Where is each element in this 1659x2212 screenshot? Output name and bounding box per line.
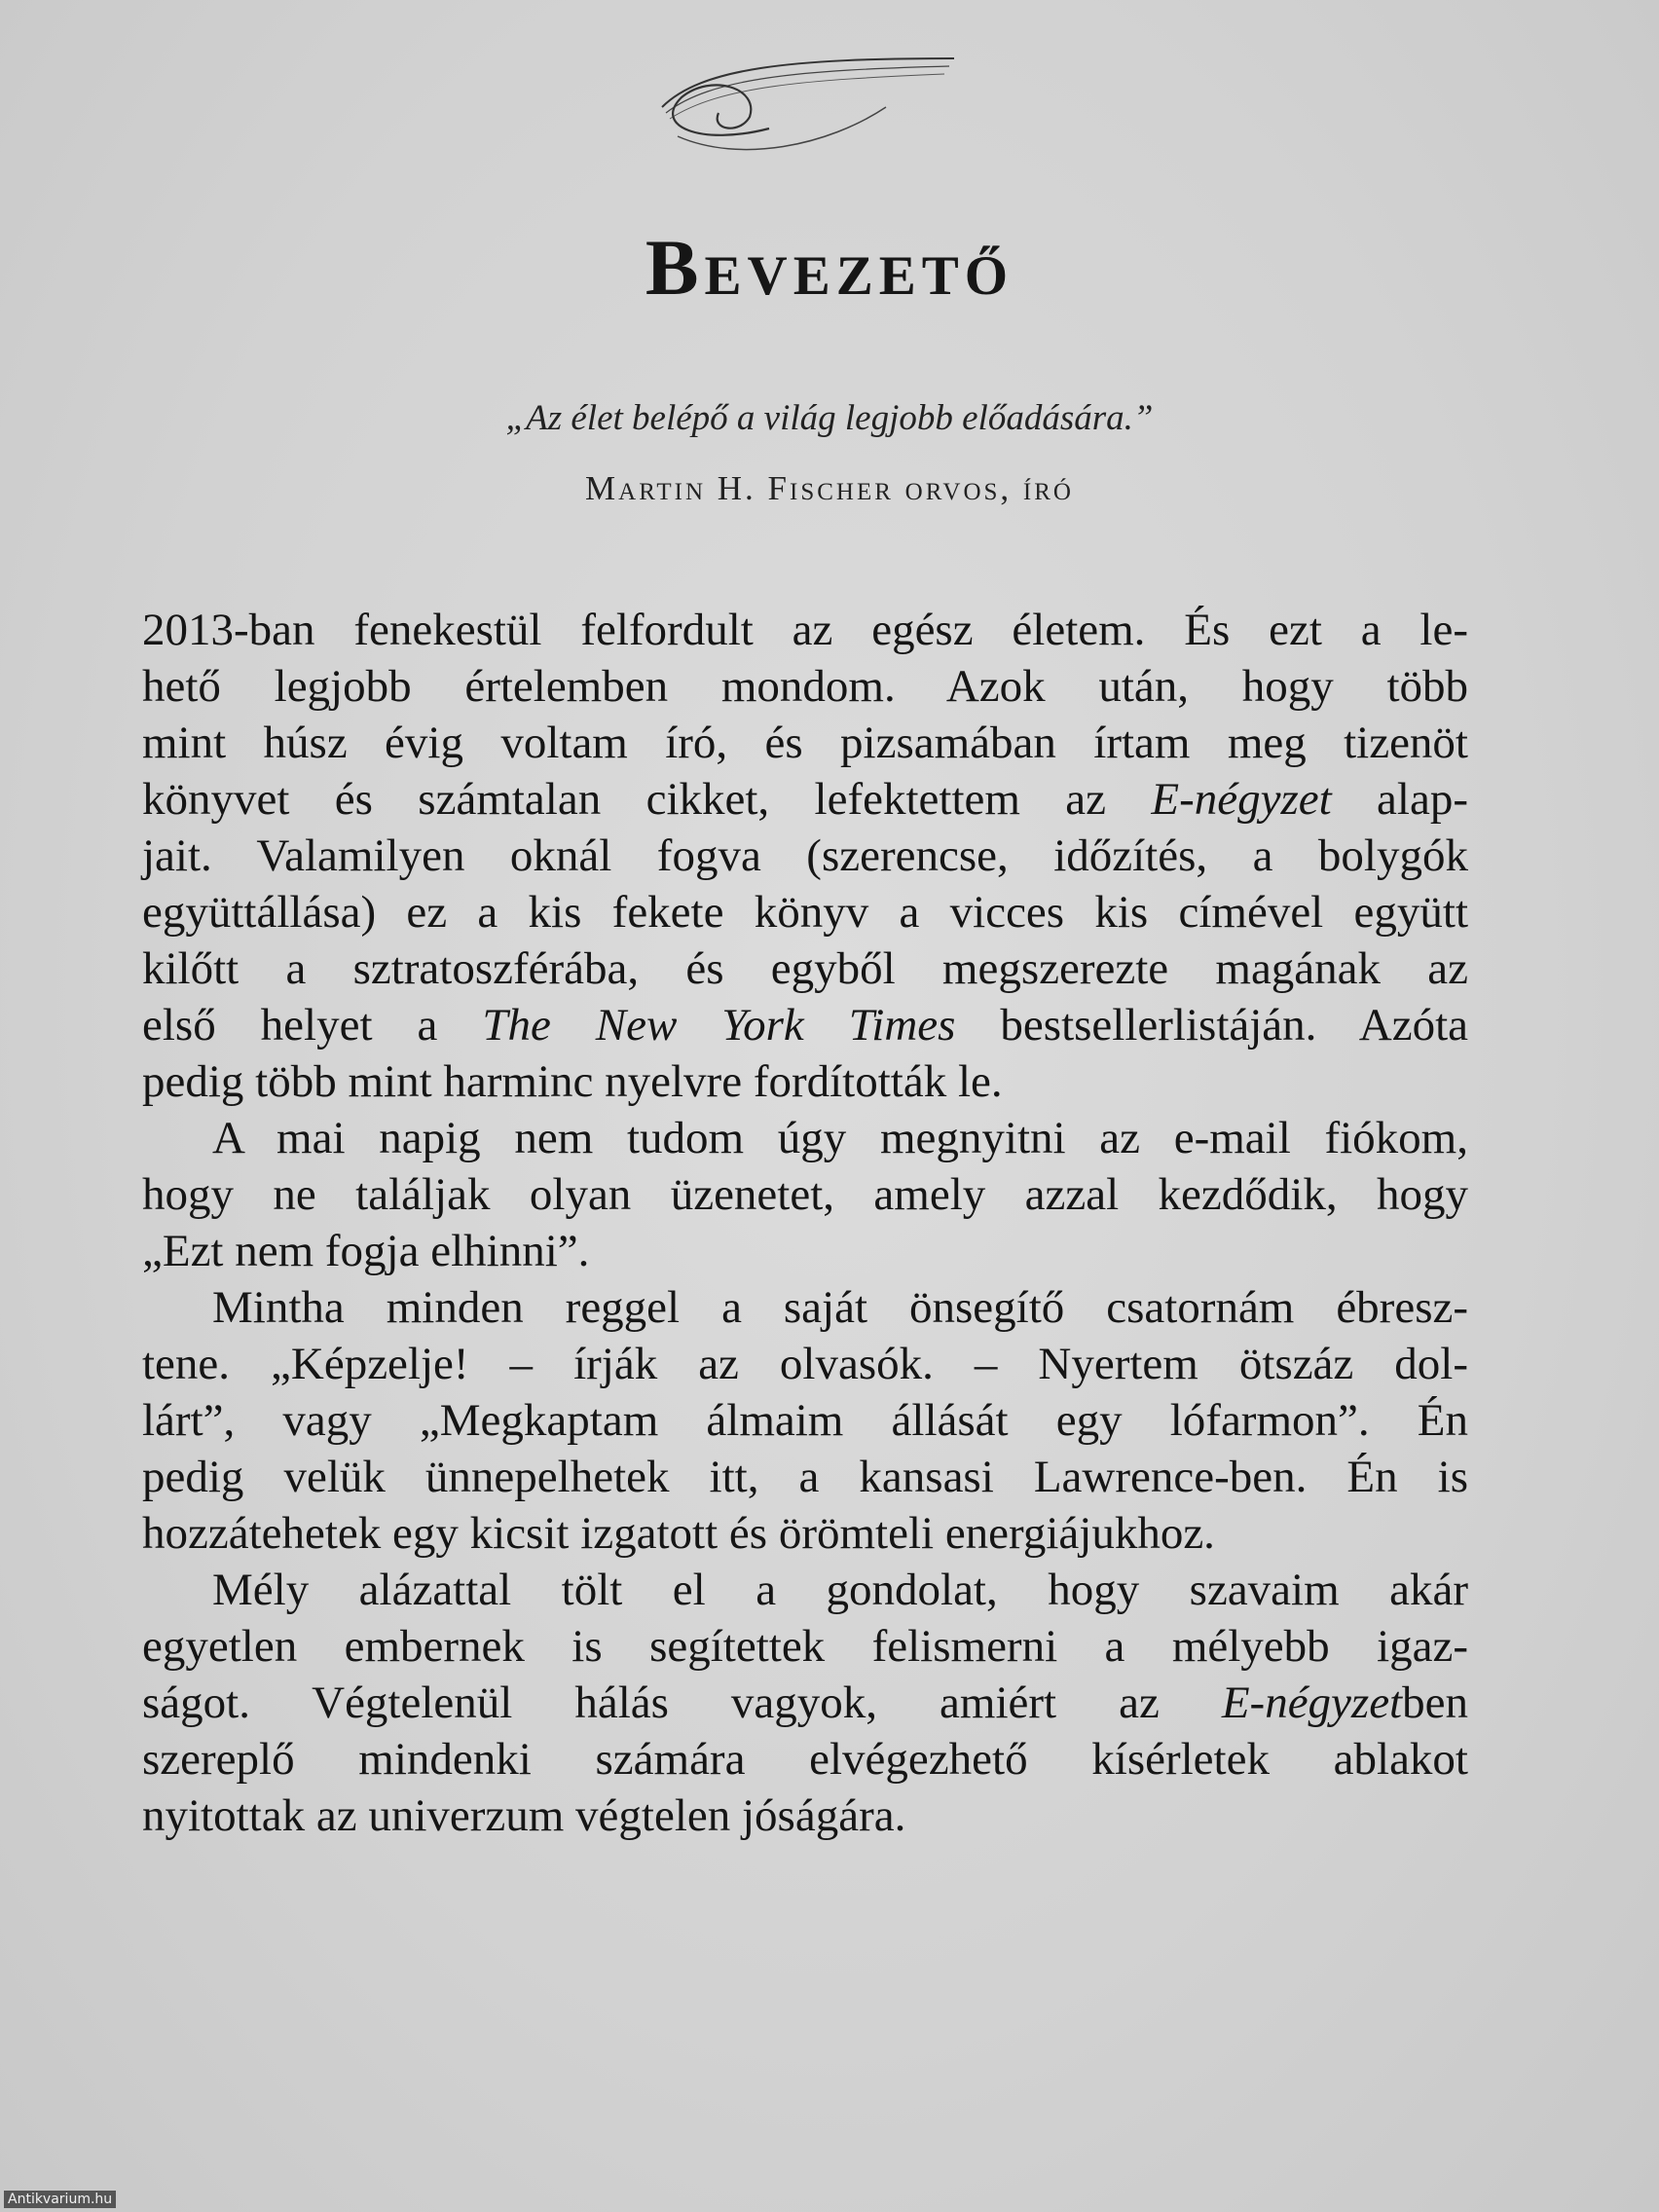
text-line: Mintha minden reggel a saját önsegítő csatornám ébresz- [212, 1282, 1468, 1333]
text-line: pedig velük ünnepelhetek itt, a kansasi Lawrence-ben. Én is [142, 1452, 1468, 1502]
flourish-swirl-icon [643, 39, 974, 166]
text-line: kilőtt a sztratoszférába, és egyből megszerezte magának az [142, 943, 1468, 994]
text-line: első helyet a The New York Times bestsellerlistáján. Azóta [142, 1000, 1468, 1051]
text-line: együttállása) ez a kis fekete könyv a vicces kis címével együtt [142, 887, 1468, 938]
text-line: hozzátehetek egy kicsit izgatott és örömteli energiájukhoz. [142, 1508, 1215, 1559]
chapter-title: Bevezető [645, 223, 1014, 312]
text-line: hogy ne találjak olyan üzenetet, amely azzal kezdődik, hogy [142, 1169, 1468, 1220]
text-line: pedig több mint harminc nyelvre fordították le. [142, 1056, 1003, 1107]
italic-title: E-négyzet [1151, 774, 1332, 825]
text-line: mint húsz évig voltam író, és pizsamában írtam meg tizenöt [142, 718, 1468, 768]
text-line: ságot. Végtelenül hálás vagyok, amiért az E-négyzetben [142, 1677, 1468, 1728]
italic-title: E-négyzet [1221, 1677, 1403, 1728]
paragraph [142, 1562, 1468, 1844]
text-line: egyetlen embernek is segítettek felismerni a mélyebb igaz- [142, 1621, 1468, 1672]
text-line: „Ezt nem fogja elhinni”. [142, 1226, 590, 1276]
text-line: hető legjobb értelemben mondom. Azok után, hogy több [142, 661, 1468, 712]
text-line: Mély alázattal tölt el a gondolat, hogy szavaim akár [212, 1565, 1468, 1615]
text-line: lárt”, vagy „Megkaptam álmaim állását egy lófarmon”. Én [142, 1395, 1468, 1446]
text-line: 2013-ban fenekestül felfordult az egész életem. És ezt a le- [142, 605, 1468, 655]
epigraph-quote: „Az élet belépő a világ legjobb előadására.” [505, 398, 1154, 438]
body-text [142, 602, 1468, 1844]
epigraph-attribution: Martin H. Fischer orvos, író [585, 469, 1074, 507]
text-line: könyvet és számtalan cikket, lefektettem az E-négyzet alap- [142, 774, 1468, 825]
watermark: Antikvarium.hu [4, 2191, 116, 2208]
paragraph [142, 1279, 1468, 1562]
text-line: A mai napig nem tudom úgy megnyitni az e-mail fiókom, [212, 1113, 1468, 1163]
paragraph [142, 1110, 1468, 1279]
italic-title: The New York Times [482, 1000, 956, 1051]
text-line: tene. „Képzelje! – írják az olvasók. – Nyertem ötszáz dol- [142, 1339, 1468, 1389]
text-line: nyitottak az univerzum végtelen jóságára. [142, 1790, 906, 1841]
text-line: szereplő mindenki számára elvégezhető kísérletek ablakot [142, 1734, 1468, 1785]
text-line: jait. Valamilyen oknál fogva (szerencse, időzítés, a bolygók [142, 830, 1468, 881]
paragraph [142, 602, 1468, 1110]
